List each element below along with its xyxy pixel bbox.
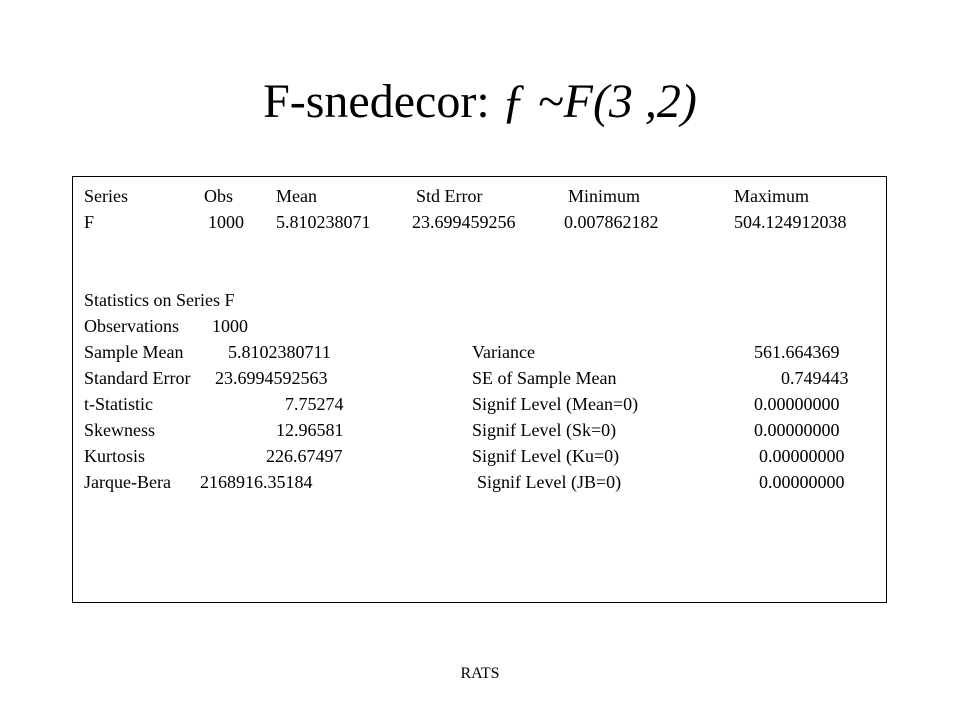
stat-value: 12.96581 [276, 420, 344, 440]
stat-label: Signif Level (Sk=0) [472, 420, 617, 440]
stat-value: 0.00000000 [754, 394, 840, 414]
stat-label: Skewness [84, 420, 155, 440]
stat-label: Signif Level (JB=0) [477, 472, 622, 492]
stat-label: SE of Sample Mean [472, 368, 617, 388]
stat-label: Standard Error [84, 368, 191, 388]
title-distribution: ƒ ~F(3 ,2) [501, 75, 697, 128]
stat-label: Kurtosis [84, 446, 146, 466]
stat-label: Variance [472, 342, 535, 362]
header-maximum: Maximum [734, 186, 809, 206]
cell-obs: 1000 [208, 212, 244, 232]
stat-label: Signif Level (Mean=0) [472, 394, 639, 414]
stat-value: 0.749443 [781, 368, 849, 388]
header-series: Series [84, 186, 128, 206]
slide-title [0, 72, 960, 132]
stat-value: 5.8102380711 [228, 342, 331, 362]
stat-label: t-Statistic [84, 394, 153, 414]
stat-label: Sample Mean [84, 342, 184, 362]
stat-value: 0.00000000 [759, 472, 845, 492]
stat-value: 7.75274 [285, 394, 344, 414]
cell-series: F [84, 212, 95, 232]
stat-value: 23.6994592563 [215, 368, 328, 388]
stat-value: 0.00000000 [759, 446, 845, 466]
cell-maximum: 504.124912038 [734, 212, 847, 232]
observations-label: Observations [84, 316, 179, 336]
header-minimum: Minimum [568, 186, 641, 206]
statistics-heading: Statistics on Series F [84, 290, 235, 310]
cell-minimum: 0.007862182 [564, 212, 659, 232]
stat-value: 0.00000000 [754, 420, 840, 440]
observations-value: 1000 [212, 316, 248, 336]
header-std-error: Std Error [416, 186, 483, 206]
cell-std-error: 23.699459256 [412, 212, 516, 232]
header-obs: Obs [204, 186, 234, 206]
stat-label: Jarque-Bera [84, 472, 171, 492]
stat-value: 561.664369 [754, 342, 840, 362]
header-mean: Mean [276, 186, 317, 206]
cell-mean: 5.810238071 [276, 212, 371, 232]
stat-value: 2168916.35184 [200, 472, 313, 492]
rats-output-box [72, 176, 887, 603]
footer-label: RATS [460, 665, 500, 682]
stat-value: 226.67497 [266, 446, 343, 466]
stat-label: Signif Level (Ku=0) [472, 446, 620, 466]
title-prefix: F-snedecor: [263, 75, 502, 128]
